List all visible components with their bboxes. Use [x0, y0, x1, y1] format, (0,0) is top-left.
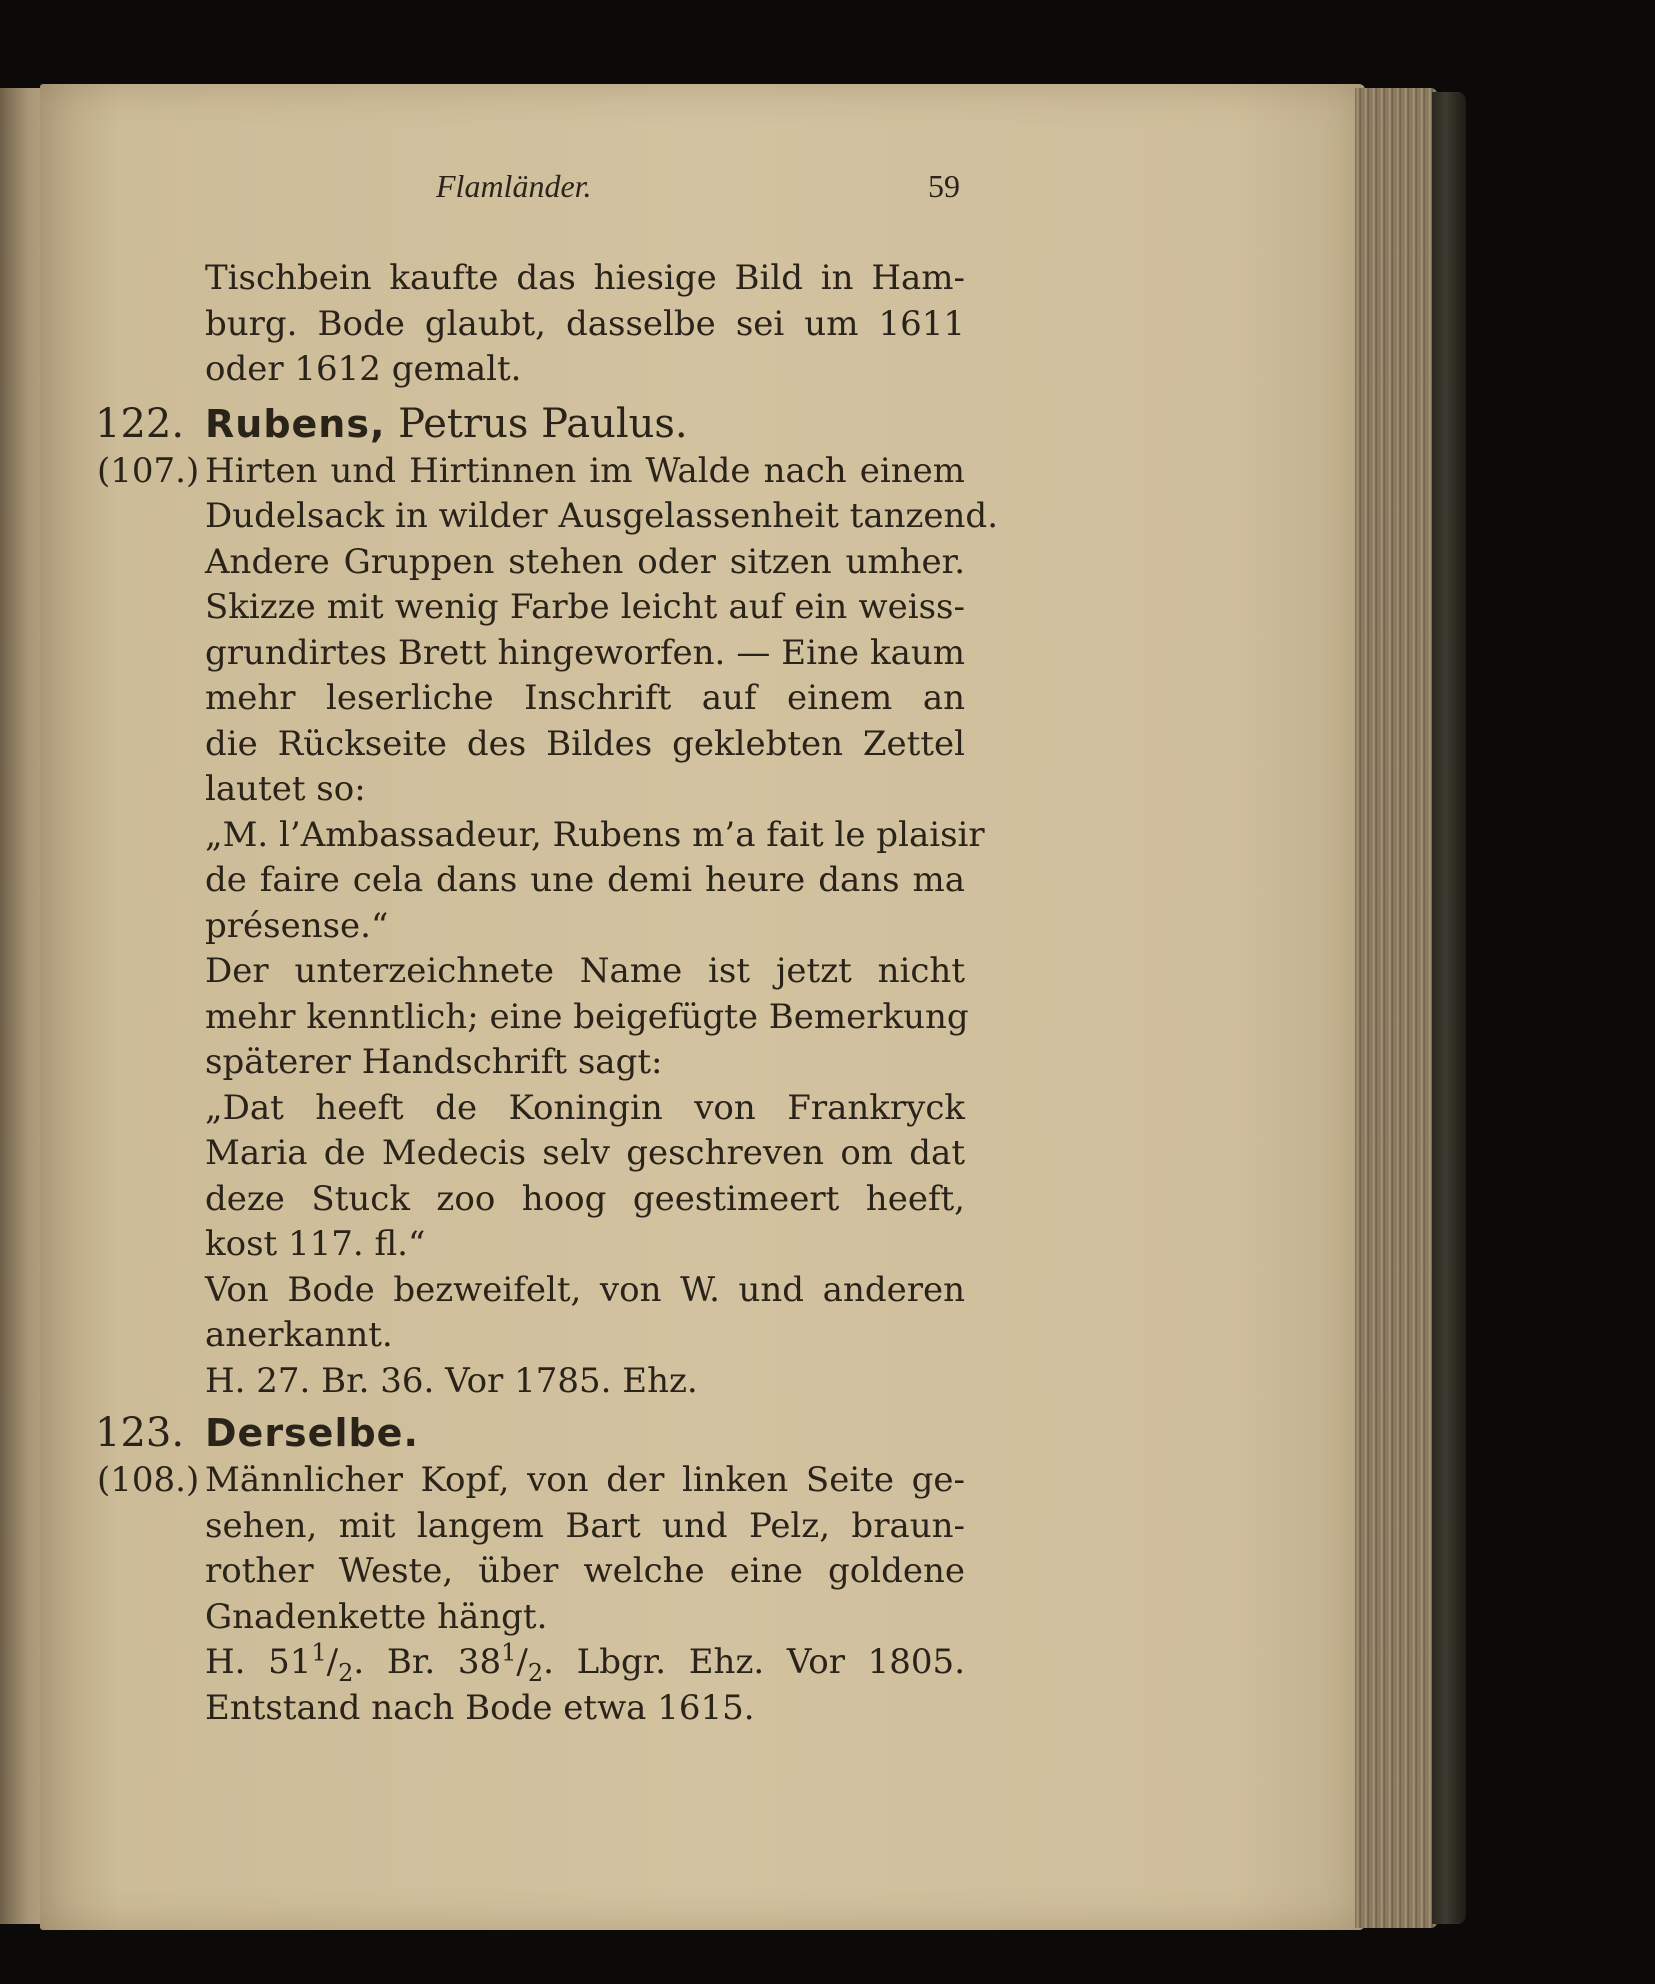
height-label: H. 51: [205, 1642, 312, 1682]
fraction-numerator: 1: [501, 1638, 517, 1667]
text-line: mehr kenntlich; eine beigefügte Bemerkung: [205, 996, 969, 1037]
page-block-edge: [1355, 88, 1437, 1928]
text-line: [97, 449, 965, 495]
artist-surname: Rubens,: [205, 401, 386, 446]
text-line: Gnadenkette hängt.: [205, 1596, 548, 1637]
fraction-denominator: 2: [338, 1658, 354, 1687]
text-line: lautet so:: [205, 769, 366, 809]
entry-123-heading: [95, 1408, 965, 1458]
width-label: . Br. 38: [353, 1642, 502, 1682]
text-line: deze Stuck zoo hoog geestimeert heeft,: [205, 1178, 965, 1219]
text-line: [97, 1458, 965, 1504]
text-line: présense.“: [205, 905, 389, 946]
text-line: Der unterzeichnete Name ist jetzt nicht: [205, 951, 965, 991]
entry-122-heading: [95, 399, 965, 449]
text-line: Von Bode bezweifelt, von W. und anderen: [205, 1269, 965, 1310]
text-line-content: Hirten und Hirtinnen im Walde nach einem: [205, 450, 965, 491]
fraction-denominator: 2: [527, 1658, 544, 1687]
text-line: Andere Gruppen stehen oder sitzen umher.: [205, 541, 965, 582]
text-line: Entstand nach Bode etwa 1615.: [205, 1687, 755, 1728]
text-line: späterer Handschrift sagt:: [205, 1042, 663, 1082]
dimensions-line: H. $51^1/_2$. Br. $38^1/_2$. Lbgr. Ehz. Vor 1805.: [205, 1638, 965, 1687]
running-title: Flamländer.: [436, 168, 592, 204]
page-header: [200, 168, 970, 216]
old-catalogue-number: (107.): [97, 450, 200, 491]
text-line: grundirtes Brett hingeworfen. — Eine kaum: [205, 632, 965, 673]
artist-forename: Petrus Paulus.: [398, 400, 688, 447]
text-line: „Dat heeft de Koningin von Frankryck: [205, 1087, 965, 1128]
entry-number: 123.: [95, 1410, 185, 1456]
text-line: die Rückseite des Bildes geklebten Zettel: [205, 723, 965, 764]
text-line: oder 1612 gemalt.: [205, 349, 522, 389]
text-line: rother Weste, über welche eine goldene: [205, 1551, 965, 1591]
text-line: Maria de Medecis selv geschreven om dat: [205, 1133, 965, 1173]
old-catalogue-number: (108.): [97, 1460, 200, 1500]
book-cover-edge: [1432, 92, 1466, 1924]
dimensions-line: H. 27. Br. 36. Vor 1785. Ehz.: [205, 1360, 698, 1401]
artist-name: Derselbe.: [205, 1411, 419, 1455]
page-body: [95, 256, 999, 1731]
text-line: Tischbein kaufte das hiesige Bild in Ham-: [205, 258, 965, 298]
dimensions-rest: . Lbgr. Ehz. Vor 1805.: [543, 1642, 965, 1682]
page-number: 59: [928, 168, 960, 204]
fraction-numerator: 1: [311, 1638, 327, 1667]
text-line: kost 117. fl.“: [205, 1224, 426, 1264]
text-line: sehen, mit langem Bart und Pelz, braun-: [205, 1505, 965, 1546]
text-line: „M. l’Ambassadeur, Rubens m’a fait le plaisir: [205, 814, 985, 855]
text-line: Dudelsack in wilder Ausgelassenheit tanzend.: [205, 496, 999, 536]
text-line: mehr leserliche Inschrift auf einem an: [205, 678, 965, 718]
text-line: burg. Bode glaubt, dasselbe sei um 1611: [205, 303, 965, 344]
text-line: anerkannt.: [205, 1315, 393, 1355]
text-line-content: Männlicher Kopf, von der linken Seite ge-: [205, 1460, 965, 1500]
text-line: Skizze mit wenig Farbe leicht auf ein weiss-: [205, 587, 965, 627]
text-line: de faire cela dans une demi heure dans ma: [205, 860, 965, 900]
entry-number: 122.: [95, 400, 185, 447]
